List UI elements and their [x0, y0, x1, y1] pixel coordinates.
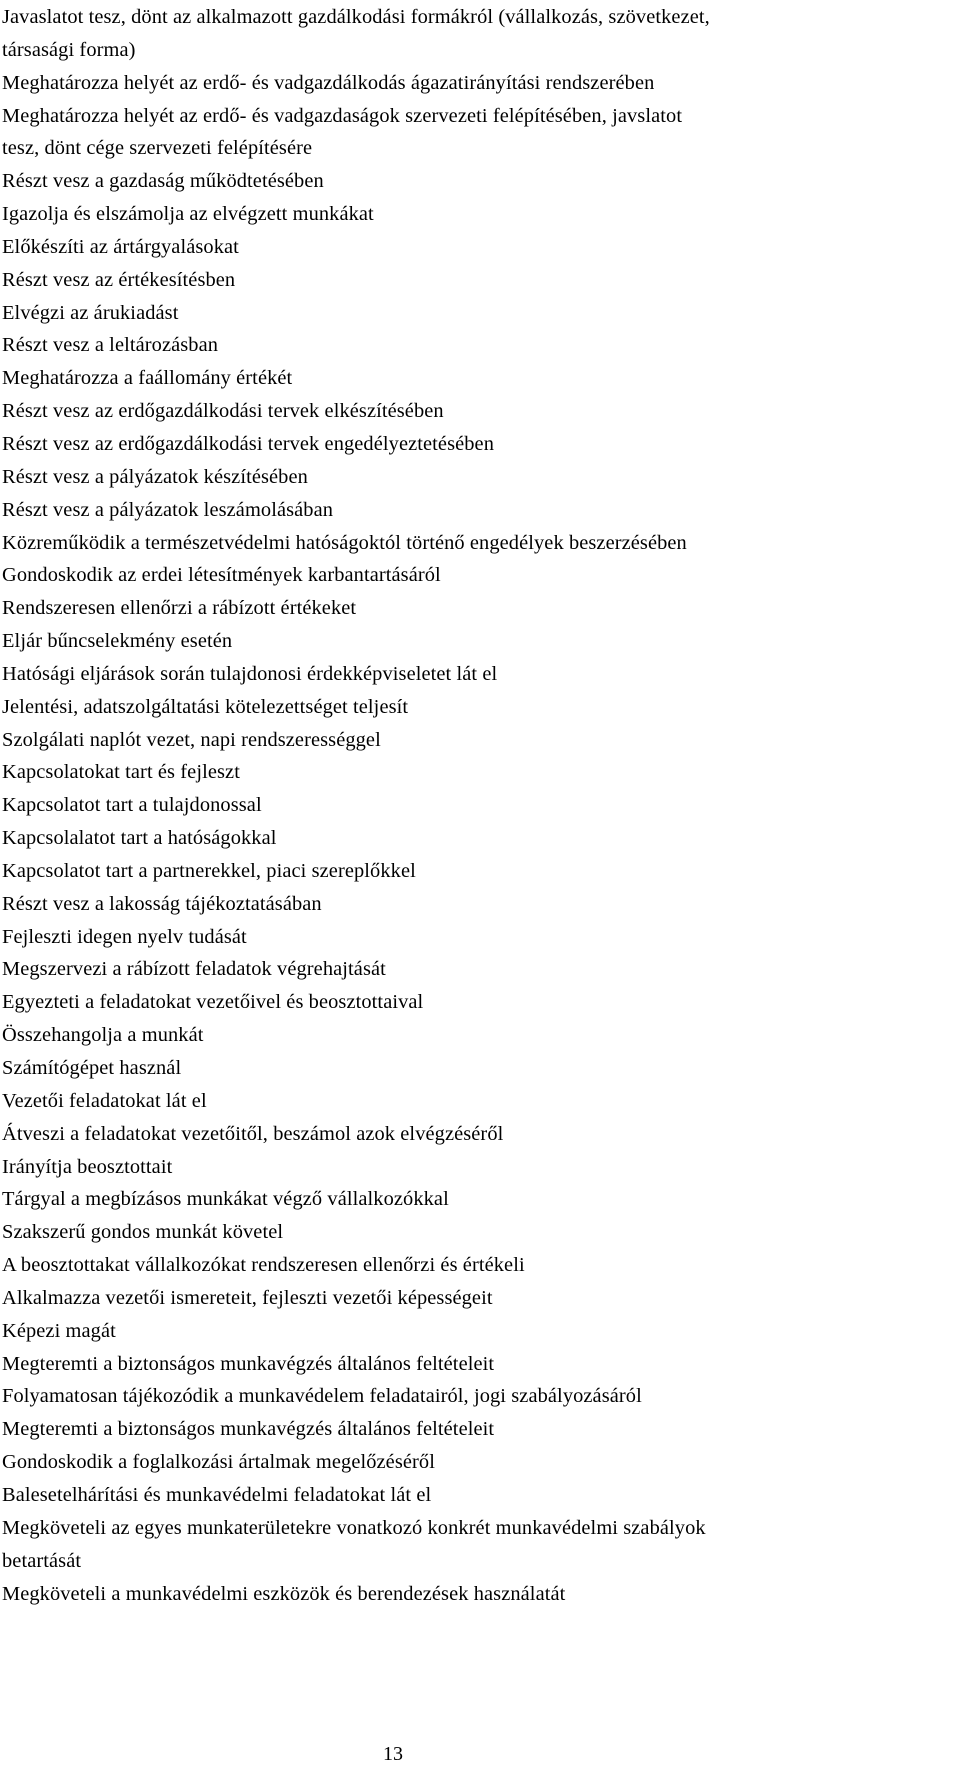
text-line: Részt vesz a pályázatok leszámolásában [2, 498, 334, 521]
page-number: 13 [383, 1743, 403, 1765]
text-line: Részt vesz a pályázatok készítésében [2, 465, 308, 488]
text-line: Előkészíti az ártárgyalásokat [2, 235, 239, 258]
text-line: Részt vesz a leltározásban [2, 334, 219, 357]
text-line: Kapcsolatot tart a tulajdonossal [2, 794, 262, 817]
text-line: Folyamatosan tájékozódik a munkavédelem feladatairól, jogi szabályozásáról [2, 1385, 642, 1408]
text-line: Részt vesz az erdőgazdálkodási tervek engedélyeztetésében [2, 432, 494, 455]
text-line: Irányítja beosztottait [2, 1155, 173, 1178]
task-list [2, 1, 952, 1610]
text-line: tesz, dönt cége szervezeti felépítésére [2, 137, 313, 160]
text-line: Szakszerű gondos munkát követel [2, 1221, 284, 1244]
text-line: Szolgálati naplót vezet, napi rendszerességgel [2, 728, 381, 751]
text-line: Meghatározza helyét az erdő- és vadgazdaságok szervezeti felépítésében, javslatot [2, 104, 683, 127]
text-line: Gondoskodik a foglalkozási ártalmak megelőzéséről [2, 1451, 435, 1474]
text-line: Eljár bűncselekmény esetén [2, 630, 233, 653]
text-line: Elvégzi az árukiadást [2, 301, 179, 324]
text-line: Részt vesz az erdőgazdálkodási tervek elkészítésében [2, 400, 444, 423]
text-line: Összehangolja a munkát [2, 1024, 204, 1047]
text-line: Számítógépet használ [2, 1057, 182, 1079]
text-line: Kapcsolatot tart a partnerekkel, piaci szereplőkkel [2, 859, 416, 882]
text-line: Közreműködik a természetvédelmi hatóságoktól történő engedélyek beszerzésében [2, 531, 687, 554]
text-line: Fejleszti idegen nyelv tudását [2, 925, 247, 948]
text-line: Kapcsolalatot tart a hatóságokkal [2, 827, 277, 850]
text-line: Gondoskodik az erdei létesítmények karbantartásáról [2, 564, 441, 587]
text-line: Javaslatot tesz, dönt az alkalmazott gazdálkodási formákról (vállalkozás, szövetkezet, [2, 6, 710, 28]
text-line: Megteremti a biztonságos munkavégzés általános feltételeit [2, 1418, 495, 1441]
text-line: Átveszi a feladatokat vezetőitől, beszámol azok elvégzéséről [2, 1122, 504, 1145]
text-line: Vezetői feladatokat lát el [2, 1089, 207, 1112]
text-line: Meghatározza helyét az erdő- és vadgazdálkodás ágazatirányítási rendszerében [2, 71, 655, 94]
text-line: Részt vesz a gazdaság működtetésében [2, 170, 324, 193]
text-line: Hatósági eljárások során tulajdonosi érdekképviseletet lát el [2, 662, 498, 685]
text-line: Egyezteti a feladatokat vezetőivel és beosztottaival [2, 991, 424, 1014]
text-line: Képezi magát [2, 1319, 116, 1342]
text-line: Jelentési, adatszolgáltatási kötelezettséget teljesít [2, 695, 409, 718]
text-line: társasági forma) [2, 38, 136, 61]
text-line: A beosztottakat vállalkozókat rendszeresen ellenőrzi és értékeli [2, 1254, 525, 1277]
text-line: Kapcsolatokat tart és fejleszt [2, 761, 240, 784]
text-line: Meghatározza a faállomány értékét [2, 367, 293, 390]
text-line: Megteremti a biztonságos munkavégzés általános feltételeit [2, 1352, 495, 1375]
text-line: Tárgyal a megbízásos munkákat végző vállalkozókkal [2, 1188, 449, 1211]
text-line: Rendszeresen ellenőrzi a rábízott értékeket [2, 597, 357, 620]
text-line: Részt vesz az értékesítésben [2, 268, 236, 291]
text-line: Megköveteli a munkavédelmi eszközök és berendezések használatát [2, 1582, 566, 1605]
text-line: Igazolja és elszámolja az elvégzett munkákat [2, 203, 374, 226]
text-line: betartását [2, 1549, 82, 1572]
text-line: Balesetelhárítási és munkavédelmi feladatokat lát el [2, 1483, 432, 1506]
text-line: Részt vesz a lakosság tájékoztatásában [2, 892, 322, 915]
text-line: Megköveteli az egyes munkaterületekre vonatkozó konkrét munkavédelmi szabályok [2, 1516, 706, 1539]
text-line: Megszervezi a rábízott feladatok végrehajtását [2, 958, 386, 981]
text-line: Alkalmazza vezetői ismereteit, fejleszti vezetői képességeit [2, 1286, 493, 1309]
